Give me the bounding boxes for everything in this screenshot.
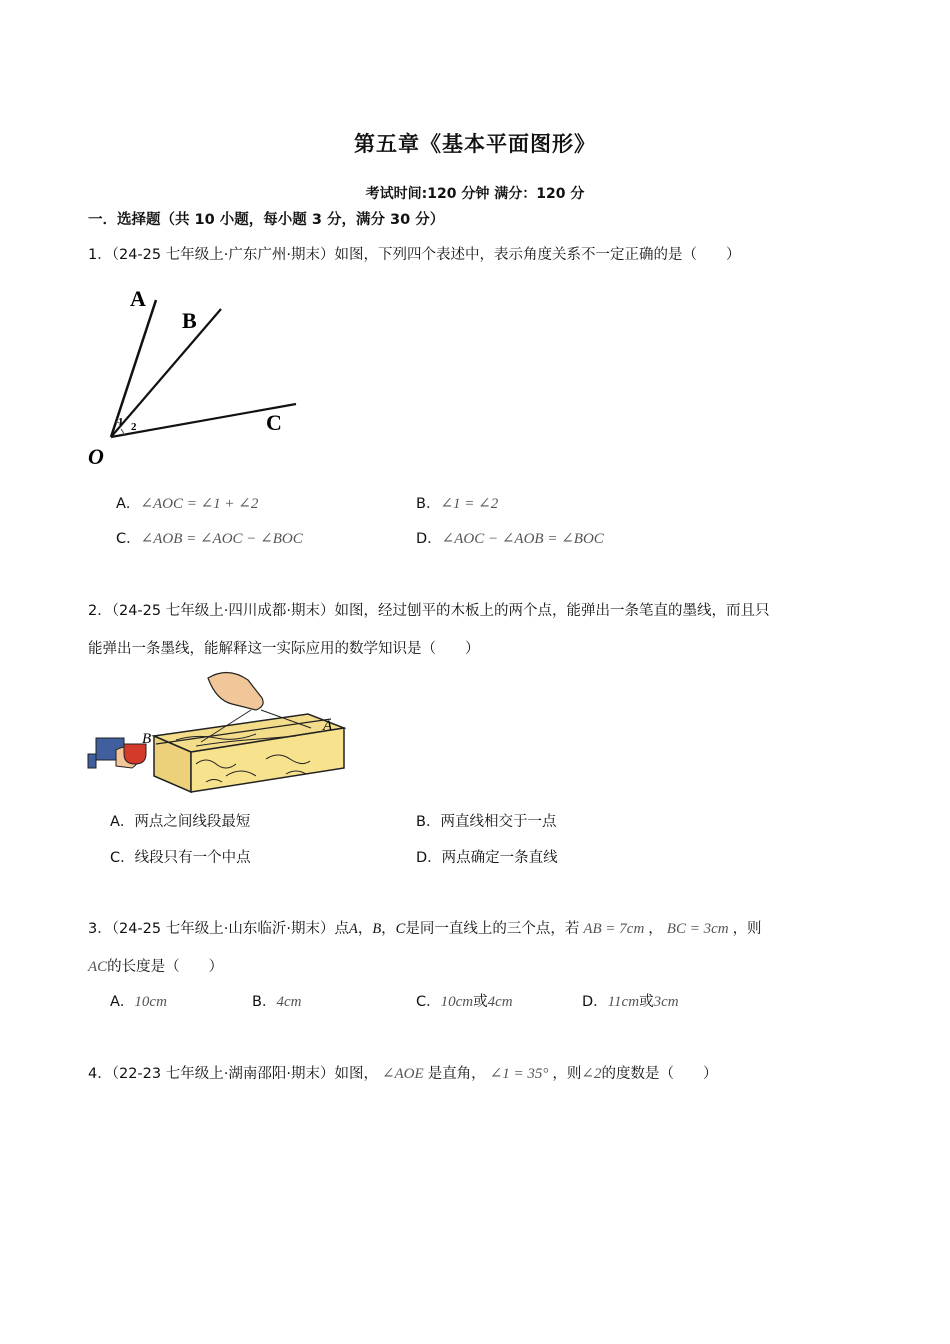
option-letter: A．: [116, 496, 141, 512]
exam-info: 考试时间:120 分钟 满分：120 分: [365, 186, 585, 202]
math-bc: BC = 3cm: [666, 921, 729, 937]
option-letter: D．: [416, 850, 442, 866]
hand-icon: [208, 672, 263, 710]
separator: ，: [357, 921, 373, 937]
label-b: B: [182, 308, 197, 333]
label-b: B: [142, 731, 152, 747]
math-ac: AC: [88, 959, 108, 975]
q2-option-d[interactable]: [416, 846, 558, 867]
point-c: C: [395, 921, 406, 937]
option-letter: D．: [582, 994, 608, 1010]
q3-option-d[interactable]: [582, 990, 679, 1011]
question-3: [88, 917, 762, 938]
question-text: （24-25 七年级上·山东临沂·期末）点: [111, 921, 349, 937]
point-b: B: [372, 921, 382, 937]
option-math: 4cm: [276, 994, 302, 1010]
page-title: 第五章《基本平面图形》: [354, 132, 596, 156]
question-text: ，则: [552, 1066, 582, 1082]
q1-option-d[interactable]: [416, 527, 604, 548]
angle-figure: [86, 282, 306, 472]
question-number: 3．: [88, 921, 112, 937]
option-math: 10cm: [134, 994, 167, 1010]
math-angle-1: ∠1 = 35°: [489, 1066, 549, 1082]
question-3-line-2: [88, 955, 223, 976]
q1-option-c[interactable]: [116, 527, 303, 548]
option-or: 或: [473, 994, 488, 1010]
math-angle-2: ∠2: [581, 1066, 602, 1082]
separator: ，: [648, 921, 663, 937]
question-text: 的长度是（ ）: [107, 959, 224, 975]
q2-option-b[interactable]: [416, 810, 556, 831]
option-letter: C．: [110, 850, 135, 866]
section-heading: 一．选择题（共 10 小题，每小题 3 分，满分 30 分）: [88, 212, 445, 228]
question-text: （24-25 七年级上·四川成都·期末）如图，经过刨平的木板上的两个点，能弹出一条笔直的墨线，而且只: [111, 603, 770, 619]
question-2: [88, 599, 769, 620]
option-text: 线段只有一个中点: [134, 850, 251, 866]
option-letter: A．: [110, 994, 135, 1010]
ink-block-icon: [88, 754, 96, 768]
q1-option-b[interactable]: [416, 492, 498, 513]
option-letter: C．: [116, 531, 141, 547]
question-text: ，则: [732, 921, 762, 937]
math-aoe: ∠AOE: [381, 1066, 424, 1082]
ray-ob: [111, 309, 221, 437]
label-a: A: [130, 286, 146, 311]
question-text: 的度数是（ ）: [601, 1066, 718, 1082]
ink-pot-icon: [124, 744, 146, 764]
option-math: ∠AOC = ∠1 + ∠2: [140, 496, 259, 512]
option-or: 或: [639, 994, 654, 1010]
label-a: A: [323, 718, 333, 734]
option-math: 4cm: [487, 994, 513, 1010]
question-text: 是直角，: [427, 1066, 486, 1082]
option-letter: B．: [416, 496, 441, 512]
math-ab: AB = 7cm: [583, 921, 645, 937]
q3-option-c[interactable]: [416, 990, 513, 1011]
point-a: A: [348, 921, 358, 937]
question-2-line-2: 能弹出一条墨线，能解释这一实际应用的数学知识是（ ）: [88, 641, 480, 657]
label-angle-2: 2: [131, 421, 137, 433]
option-math: 10cm: [440, 994, 474, 1010]
question-1: [88, 243, 740, 264]
option-math: 11cm: [607, 994, 640, 1010]
option-letter: D．: [416, 531, 442, 547]
option-math: ∠1 = ∠2: [440, 496, 499, 512]
woodboard-figure: [86, 664, 346, 799]
question-text: （24-25 七年级上·广东广州·期末）如图，下列四个表述中，表示角度关系不一定正确的是（ ）: [111, 247, 741, 263]
question-number: 1．: [88, 247, 112, 263]
label-angle-1: 1: [118, 416, 124, 428]
option-letter: B．: [416, 814, 441, 830]
option-text: 两直线相交于一点: [440, 814, 557, 830]
question-4: [88, 1062, 717, 1083]
q3-option-b[interactable]: [252, 990, 301, 1011]
separator: ，: [381, 921, 396, 937]
q3-option-a[interactable]: [110, 990, 167, 1011]
question-number: 2．: [88, 603, 112, 619]
question-text: 是同一直线上的三个点，若: [405, 921, 580, 937]
option-letter: C．: [416, 994, 441, 1010]
option-letter: B．: [252, 994, 277, 1010]
option-math: 3cm: [653, 994, 679, 1010]
option-letter: A．: [110, 814, 135, 830]
q2-option-a[interactable]: [110, 810, 250, 831]
label-c: C: [266, 410, 282, 435]
option-text: 两点确定一条直线: [441, 850, 558, 866]
question-number: 4．: [88, 1066, 112, 1082]
q2-option-c[interactable]: [110, 846, 251, 867]
label-o: O: [88, 444, 104, 469]
question-text: （22-23 七年级上·湖南邵阳·期末）如图，: [111, 1066, 378, 1082]
option-math: ∠AOC − ∠AOB = ∠BOC: [441, 531, 604, 547]
option-text: 两点之间线段最短: [134, 814, 251, 830]
option-math: ∠AOB = ∠AOC − ∠BOC: [140, 531, 303, 547]
q1-option-a[interactable]: [116, 492, 258, 513]
